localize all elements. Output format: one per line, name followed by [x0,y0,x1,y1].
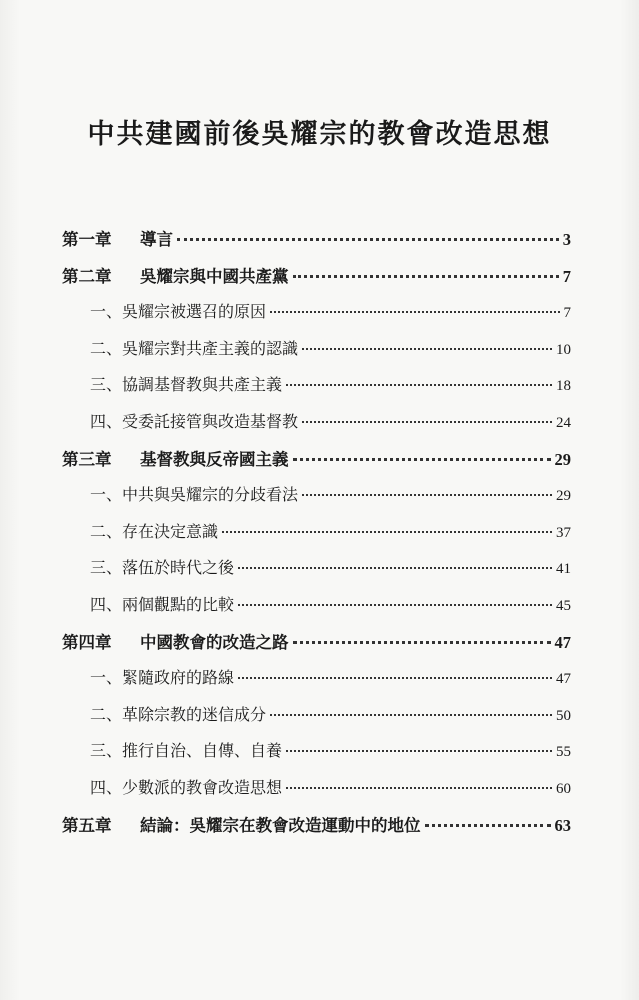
dot-leader [293,458,551,461]
toc-chapter-entry [62,812,571,849]
dot-leader [270,311,559,313]
toc-section-entry [62,519,571,556]
toc-entry-label [62,226,173,250]
toc-section-entry [62,592,571,629]
toc-entry-title: 吳耀宗與中國共產黨 [140,266,289,286]
toc-entry-label [62,812,421,836]
toc-page-number: 37 [556,524,571,541]
chapter-number: 第三章 [62,449,112,469]
dot-leader [238,604,552,606]
dot-leader [302,494,552,496]
toc-page-number: 7 [562,266,571,286]
toc-entry-title: 二、吳耀宗對共產主義的認識 [90,338,299,358]
toc-entry-title: 一、吳耀宗被選召的原因 [90,302,267,322]
toc-entry-label [90,336,298,359]
toc-page-number: 55 [556,744,571,761]
page-title: 中共建國前後吳耀宗的教會改造思想 [87,119,552,150]
toc-entry-title: 四、受委託接管與改造基督教 [90,411,299,431]
dot-leader [238,567,552,569]
toc-section-entry [62,775,571,812]
toc-entry-title: 三、落伍於時代之後 [90,558,235,578]
toc-page-number: 3 [562,230,571,249]
toc-entry-title: 二、革除宗教的迷信成分 [90,704,267,724]
toc-entry-title: 基督教與反帝國主義 [140,449,289,469]
toc-entry-label [90,702,266,725]
toc-section-entry [62,336,571,373]
toc-entry-label [90,738,282,761]
toc-page-number: 50 [556,707,571,724]
toc-chapter-entry [62,226,571,263]
toc-entry-label [62,446,289,470]
dot-leader [177,238,559,241]
toc-section-entry [62,409,571,446]
dot-leader [286,750,552,752]
toc-entry-label [90,592,234,615]
chapter-number: 第一章 [62,230,112,249]
dot-leader [270,714,552,716]
dot-leader [302,348,552,350]
toc-section-entry [62,555,571,592]
toc-chapter-entry [62,629,571,666]
dot-leader [238,677,552,679]
toc-entry-label [90,519,218,542]
toc-section-entry [62,665,571,702]
toc-page-number: 60 [556,780,571,797]
dot-leader [286,384,552,386]
toc-section-entry [62,738,571,775]
toc-entry-label [90,555,234,578]
toc-entry-label [62,629,289,653]
toc-page-number: 47 [554,632,571,652]
toc-entry-label [90,409,298,432]
toc-entry-title: 四、少數派的教會改造思想 [90,777,283,797]
toc-entry-title: 三、推行自治、自傳、自養 [90,741,283,761]
toc-entry-title: 結論：吳耀宗在教會改造運動中的地位 [140,815,421,835]
toc-entry-label [90,299,266,322]
chapter-number: 第五章 [62,815,112,835]
toc-entry-title: 中國教會的改造之路 [140,632,289,652]
toc-page-number: 29 [556,488,571,505]
dot-leader [286,787,552,789]
toc-section-entry [62,299,571,336]
toc-section-entry [62,702,571,739]
toc-page-number: 18 [556,378,571,395]
toc-chapter-entry [62,446,571,483]
toc-entry-title: 一、中共與吳耀宗的分歧看法 [90,485,299,505]
toc-entry-title: 二、存在決定意識 [90,521,219,541]
toc-section-entry [62,482,571,519]
toc-entry-label [90,482,298,505]
toc-page-number: 7 [563,305,571,322]
toc-entry-title: 導言 [140,230,173,249]
toc-chapter-entry [62,263,571,300]
toc-page-number: 45 [556,597,571,614]
toc-page-number: 41 [556,561,571,578]
toc-page-number: 10 [556,341,571,358]
dot-leader [302,421,552,423]
toc-entry-title: 一、緊隨政府的路線 [90,668,235,688]
toc-entry-label [62,263,289,287]
chapter-number: 第四章 [62,632,112,652]
dot-leader [293,275,559,278]
dot-leader [425,824,551,827]
table-of-contents [62,226,571,848]
toc-entry-label [90,775,282,798]
toc-entry-label [90,372,282,395]
toc-entry-title: 四、兩個觀點的比較 [90,594,235,614]
toc-page-number: 47 [556,671,571,688]
dot-leader [293,641,551,644]
dot-leader [222,531,552,533]
chapter-number: 第二章 [62,266,112,286]
toc-page-number: 24 [556,414,571,431]
toc-section-entry [62,372,571,409]
toc-page-number: 63 [554,815,571,835]
toc-entry-label [90,665,234,688]
toc-entry-title: 三、協調基督教與共產主義 [90,375,283,395]
toc-page-number: 29 [554,449,571,469]
